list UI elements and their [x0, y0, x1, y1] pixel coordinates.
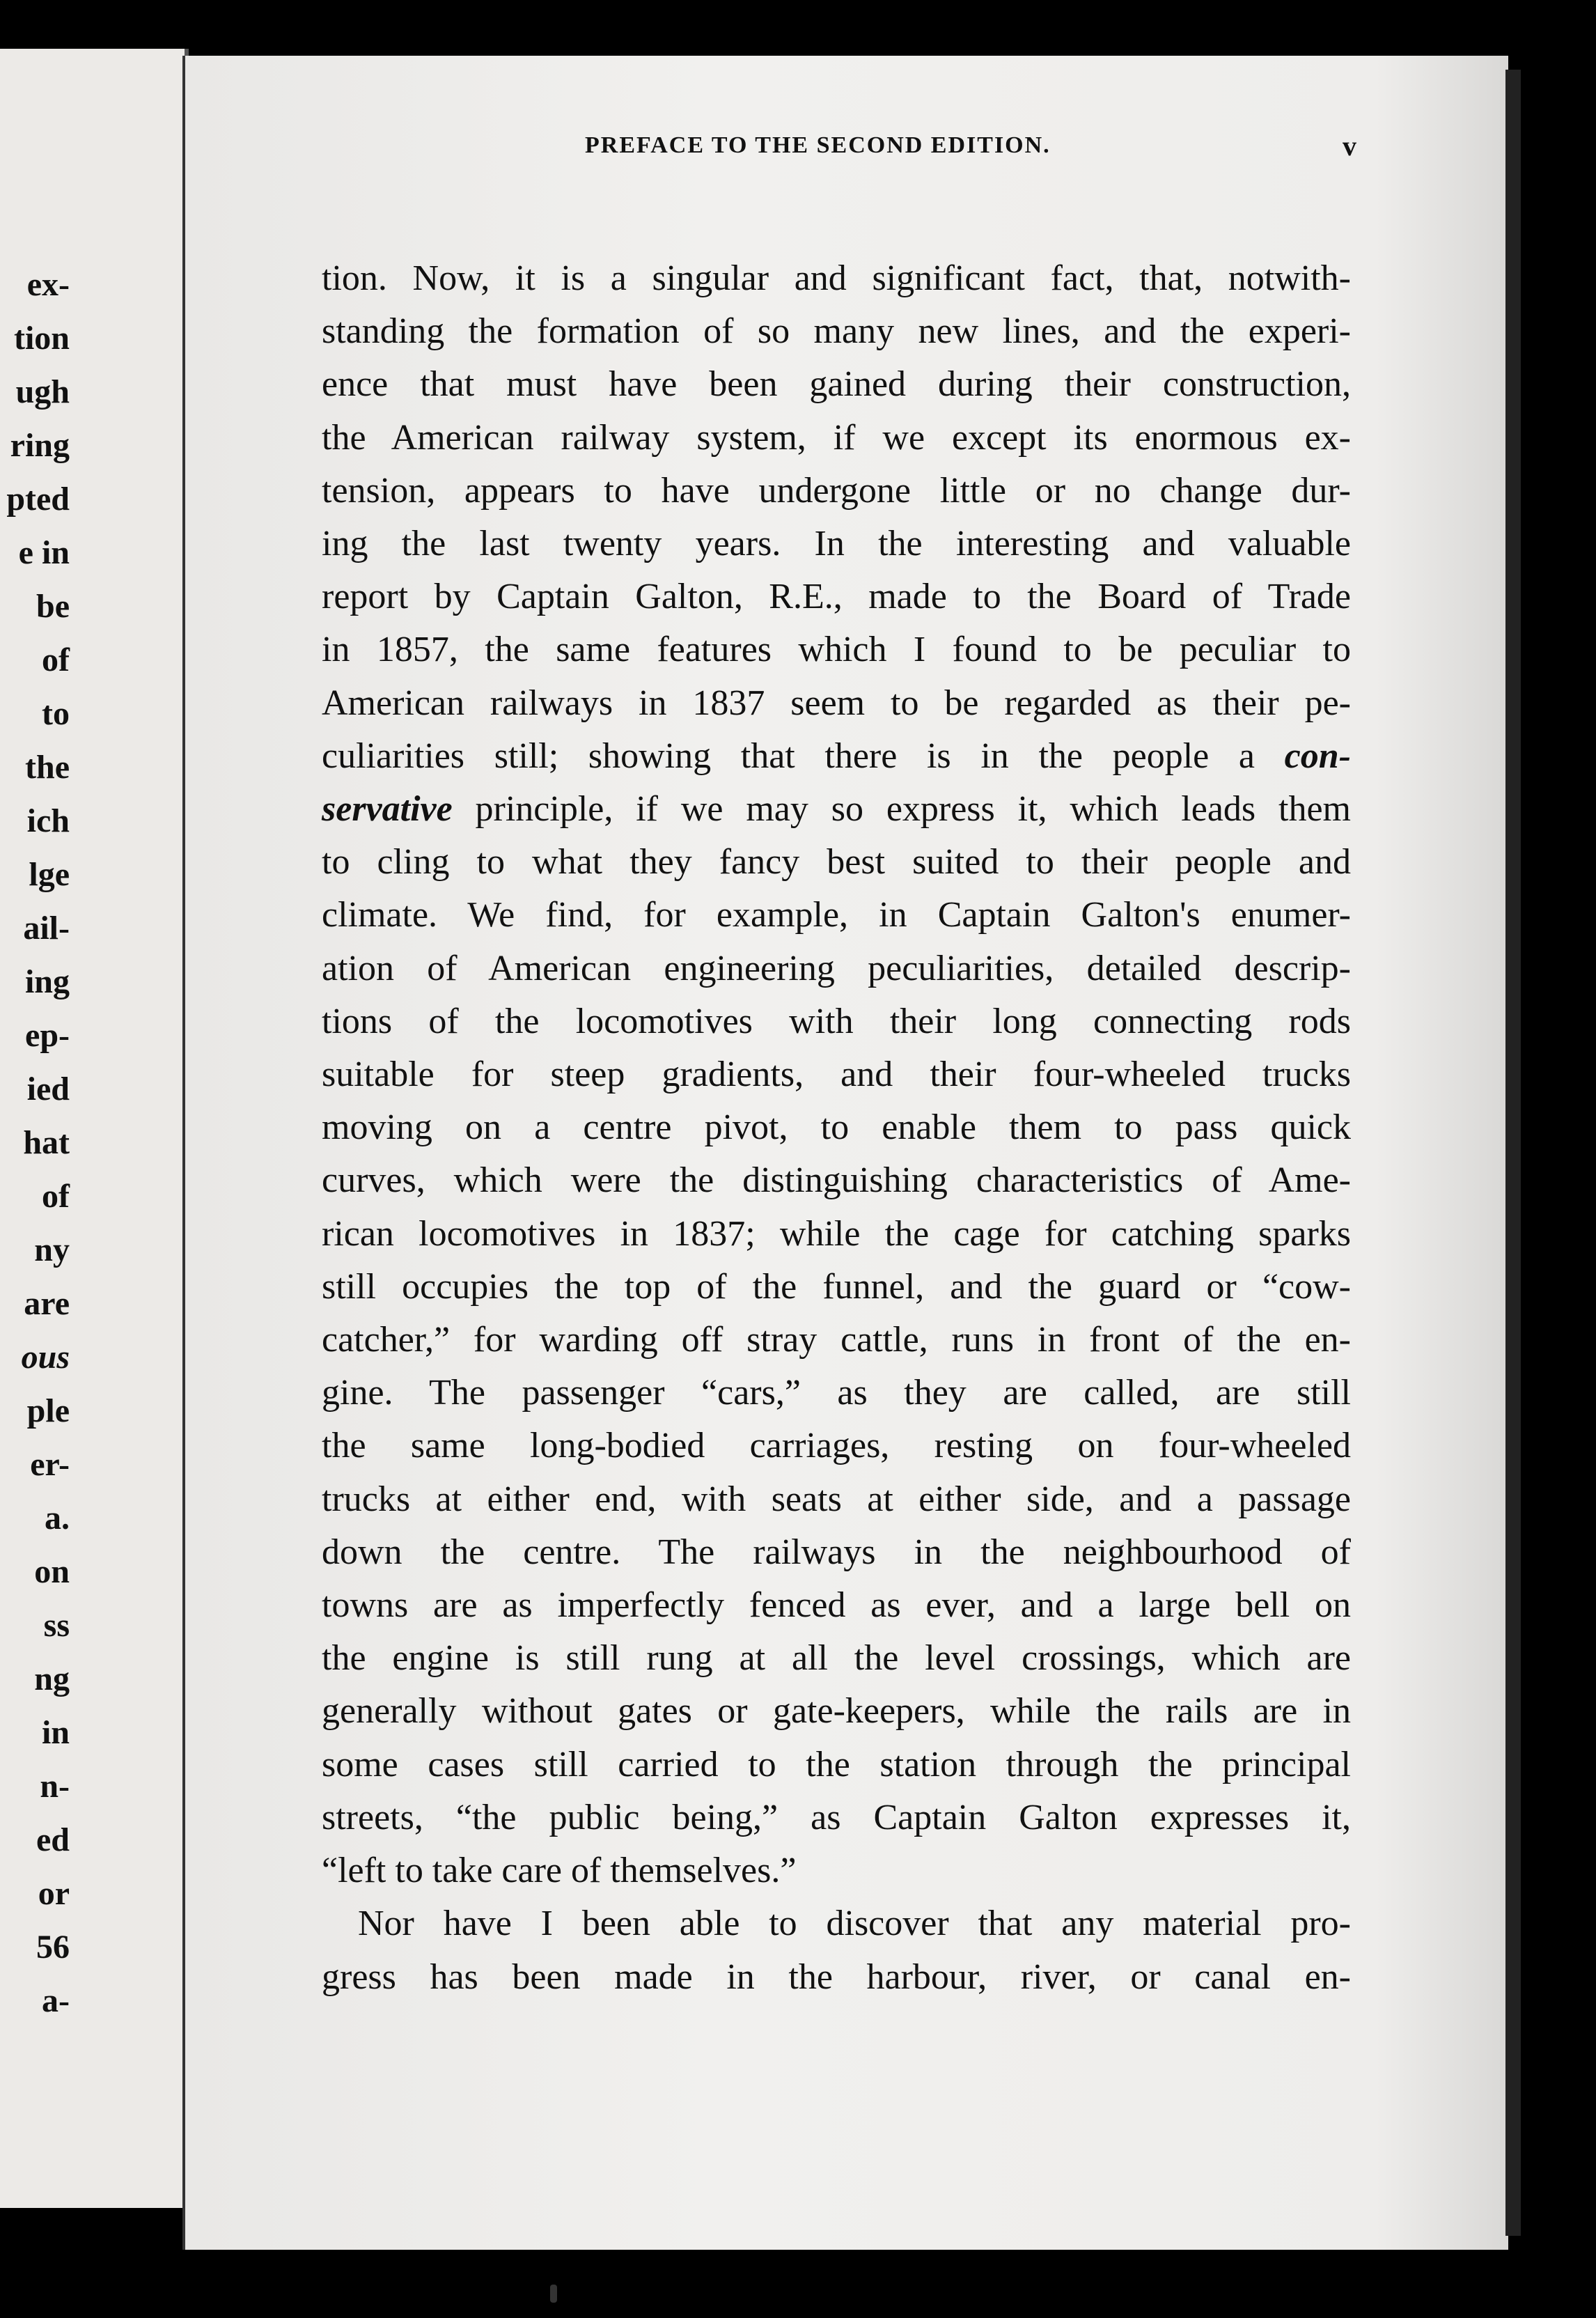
left-fragment: of: [42, 641, 70, 678]
left-page: [0, 49, 189, 2208]
text-line: to cling to what they fancy best suited to their people and: [322, 842, 1351, 882]
print-speck: [550, 2285, 557, 2303]
text-line: tions of the locomotives with their long connecting rods: [322, 1001, 1351, 1041]
text-line: the American railway system, if we except its enormous ex-: [322, 417, 1351, 458]
text-line: some cases still carried to the station through the principal: [322, 1744, 1351, 1784]
italic-word: con-: [1284, 736, 1351, 776]
left-fragment: 56: [36, 1929, 70, 1966]
left-fragment: ous: [21, 1339, 70, 1376]
left-fragment: a-: [42, 1982, 70, 2019]
text-line: Nor have I been able to discover that any material pro-: [358, 1904, 1351, 1944]
text-line: tion. Now, it is a singular and significant fact, that, notwith-: [322, 258, 1351, 298]
text-line: standing the formation of so many new lines, and the experi-: [322, 311, 1351, 352]
left-fragment: n-: [40, 1768, 70, 1805]
left-fragment: the: [25, 749, 70, 786]
left-fragment: ich: [26, 802, 70, 839]
text-line: ing the last twenty years. In the interesting and valuable: [322, 524, 1351, 564]
text-line: “left to take care of themselves.”: [322, 1851, 797, 1891]
text-line: catcher,” for warding off stray cattle, runs in front of the en-: [322, 1320, 1351, 1360]
left-fragment: ring: [10, 427, 70, 464]
text-line: report by Captain Galton, R.E., made to the Board of Trade: [322, 577, 1351, 617]
text-line: in 1857, the same features which I found to be peculiar to: [322, 630, 1351, 670]
italic-word: servative: [322, 789, 453, 830]
text-line: American railways in 1837 seem to be regarded as their pe-: [322, 683, 1351, 723]
left-fragment: ny: [34, 1231, 70, 1268]
text-line: tension, appears to have undergone little or no change dur-: [322, 470, 1351, 511]
left-fragment: on: [34, 1553, 70, 1590]
text-line: ence that must have been gained during their construction,: [322, 364, 1351, 405]
left-fragment: ail-: [23, 910, 70, 947]
text-line: gine. The passenger “cars,” as they are called, are still: [322, 1373, 1351, 1413]
text-line: climate. We find, for example, in Captain Galton's enumer-: [322, 895, 1351, 935]
page-body: [322, 252, 1351, 2004]
left-fragment: are: [24, 1285, 70, 1322]
left-fragment: ed: [36, 1821, 70, 1858]
left-fragment: of: [42, 1178, 70, 1215]
left-fragment: er-: [30, 1446, 70, 1483]
text-line: towns are as imperfectly fenced as ever, and a large bell on: [322, 1585, 1351, 1626]
page-number: v: [1343, 130, 1358, 162]
left-fragment: ing: [24, 963, 70, 1000]
text-line: curves, which were the distinguishing characteristics of Ame-: [322, 1160, 1351, 1201]
text-line: suitable for steep gradients, and their four-wheeled trucks: [322, 1055, 1351, 1095]
left-fragment: tion: [13, 320, 70, 357]
text-line: down the centre. The railways in the neighbourhood of: [322, 1532, 1351, 1572]
text-line: moving on a centre pivot, to enable them to pass quick: [322, 1107, 1351, 1148]
text-line: [322, 783, 1351, 836]
left-fragment: be: [36, 588, 70, 625]
text-run: principle, if we may so express it, which leads them: [475, 789, 1351, 830]
left-fragment: ep-: [25, 1017, 70, 1054]
left-fragment: ex-: [26, 266, 70, 303]
left-fragment: ng: [34, 1660, 70, 1697]
left-fragment: in: [41, 1714, 70, 1751]
left-fragment: ied: [26, 1071, 70, 1107]
text-line: rican locomotives in 1837; while the cage for catching sparks: [322, 1213, 1351, 1254]
left-fragment: ss: [43, 1607, 70, 1644]
left-fragment: ugh: [15, 373, 70, 410]
text-line: gress has been made in the harbour, river, or canal en-: [322, 1957, 1351, 1997]
left-fragment: ple: [26, 1392, 70, 1429]
text-line: generally without gates or gate-keepers, while the rails are in: [322, 1691, 1351, 1732]
text-line: the same long-bodied carriages, resting on four-wheeled: [322, 1426, 1351, 1466]
left-fragment: pted: [6, 481, 70, 518]
page-edge: [1505, 70, 1521, 2236]
text-line: trucks at either end, with seats at either side, and a passage: [322, 1479, 1351, 1519]
left-fragment: e in: [18, 534, 70, 571]
text-line: still occupies the top of the funnel, and the guard or “cow-: [322, 1266, 1351, 1307]
left-fragment: hat: [23, 1124, 70, 1161]
left-fragment: lge: [29, 856, 70, 893]
text-line: the engine is still rung at all the level crossings, which are: [322, 1638, 1351, 1679]
text-line: [322, 730, 1351, 783]
left-fragment: to: [42, 695, 70, 732]
text-run: culiarities still; showing that there is in the people a: [322, 736, 1285, 776]
left-fragment: or: [38, 1875, 70, 1912]
text-line: streets, “the public being,” as Captain Galton expresses it,: [322, 1797, 1351, 1837]
left-fragment: a.: [45, 1500, 70, 1537]
running-header: [585, 130, 1358, 162]
text-line: ation of American engineering peculiarities, detailed descrip-: [322, 948, 1351, 988]
running-title: PREFACE TO THE SECOND EDITION.: [585, 132, 1051, 158]
